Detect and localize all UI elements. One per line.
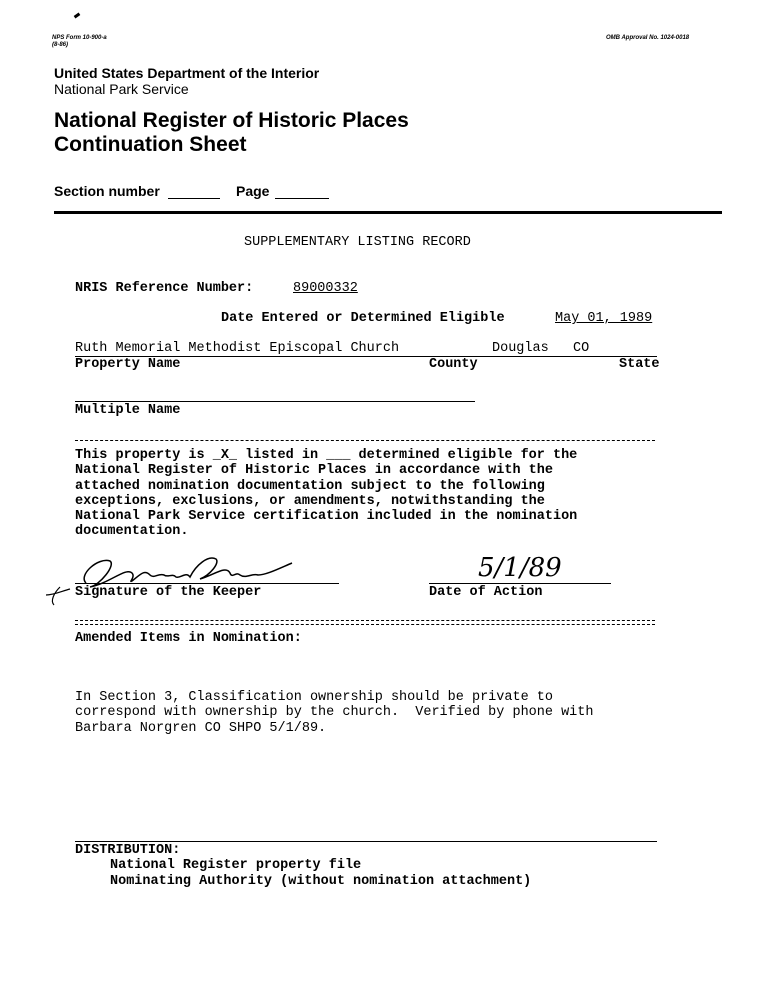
distribution-item: Nominating Authority (without nomination attachment) [110, 874, 532, 889]
section-number-blank [168, 198, 220, 199]
date-entered-value: May 01, 1989 [555, 311, 653, 326]
form-revision: (8-86) [52, 42, 69, 48]
department-name: United States Department of the Interior [54, 65, 320, 81]
omb-approval: OMB Approval No. 1024-0018 [606, 35, 690, 41]
amendment-text [75, 690, 593, 736]
service-name: National Park Service [54, 81, 189, 97]
date-of-action-label: Date of Action [429, 585, 543, 600]
certification-statement [75, 448, 577, 540]
statement-line: National Park Service certification included in the nomination [75, 509, 578, 525]
page-title: National Register of Historic Places [54, 109, 409, 132]
page-label: Page [236, 183, 270, 199]
state-label: State [619, 357, 660, 372]
form-number: NPS Form 10-900-a [52, 35, 107, 41]
statement-line: National Register of Historic Places in accordance with the [75, 463, 553, 479]
scan-mark [74, 13, 81, 19]
amended-items-label: Amended Items in Nomination: [75, 631, 302, 646]
property-name-value: Ruth Memorial Methodist Episcopal Church [75, 341, 400, 356]
double-separator-bottom [75, 624, 655, 625]
nris-label: NRIS Reference Number: [75, 281, 254, 296]
statement-line: This property is _X_ listed in ___ determined eligible for the [75, 448, 578, 463]
date-entered-label: Date Entered or Determined Eligible [221, 311, 505, 326]
signature-label: Signature of the Keeper [75, 585, 262, 600]
double-separator-top [75, 620, 655, 621]
distribution-rule [75, 841, 657, 842]
date-rule [429, 583, 611, 584]
statement-line: attached nomination documentation subject to the following [75, 478, 545, 494]
amendment-line: Barbara Norgren CO SHPO 5/1/89. [75, 720, 327, 736]
page-blank [275, 198, 329, 199]
date-signed: 5/1/89 [478, 553, 562, 583]
statement-line: documentation. [75, 524, 189, 540]
multiple-name-label: Multiple Name [75, 403, 181, 418]
dashed-separator [75, 440, 655, 441]
record-title: SUPPLEMENTARY LISTING RECORD [244, 235, 471, 250]
property-name-label: Property Name [75, 357, 181, 372]
amendment-line: In Section 3, Classification ownership should be private to [75, 690, 553, 705]
multiple-name-rule [75, 401, 475, 402]
nris-value: 89000332 [293, 281, 358, 296]
keeper-signature [40, 545, 340, 615]
county-label: County [429, 357, 478, 372]
page-subtitle: Continuation Sheet [54, 133, 247, 156]
signature-rule [75, 583, 339, 584]
state-value: CO [573, 341, 590, 356]
section-number-label: Section number [54, 183, 160, 199]
statement-line: exceptions, exclusions, or amendments, notwithstanding the [75, 493, 545, 509]
county-value: Douglas [492, 341, 549, 356]
header-rule [54, 211, 722, 214]
distribution-item: National Register property file [110, 858, 362, 873]
amendment-line: correspond with ownership by the church. Verified by phone with [75, 705, 594, 721]
distribution-label: DISTRIBUTION: [75, 843, 181, 858]
